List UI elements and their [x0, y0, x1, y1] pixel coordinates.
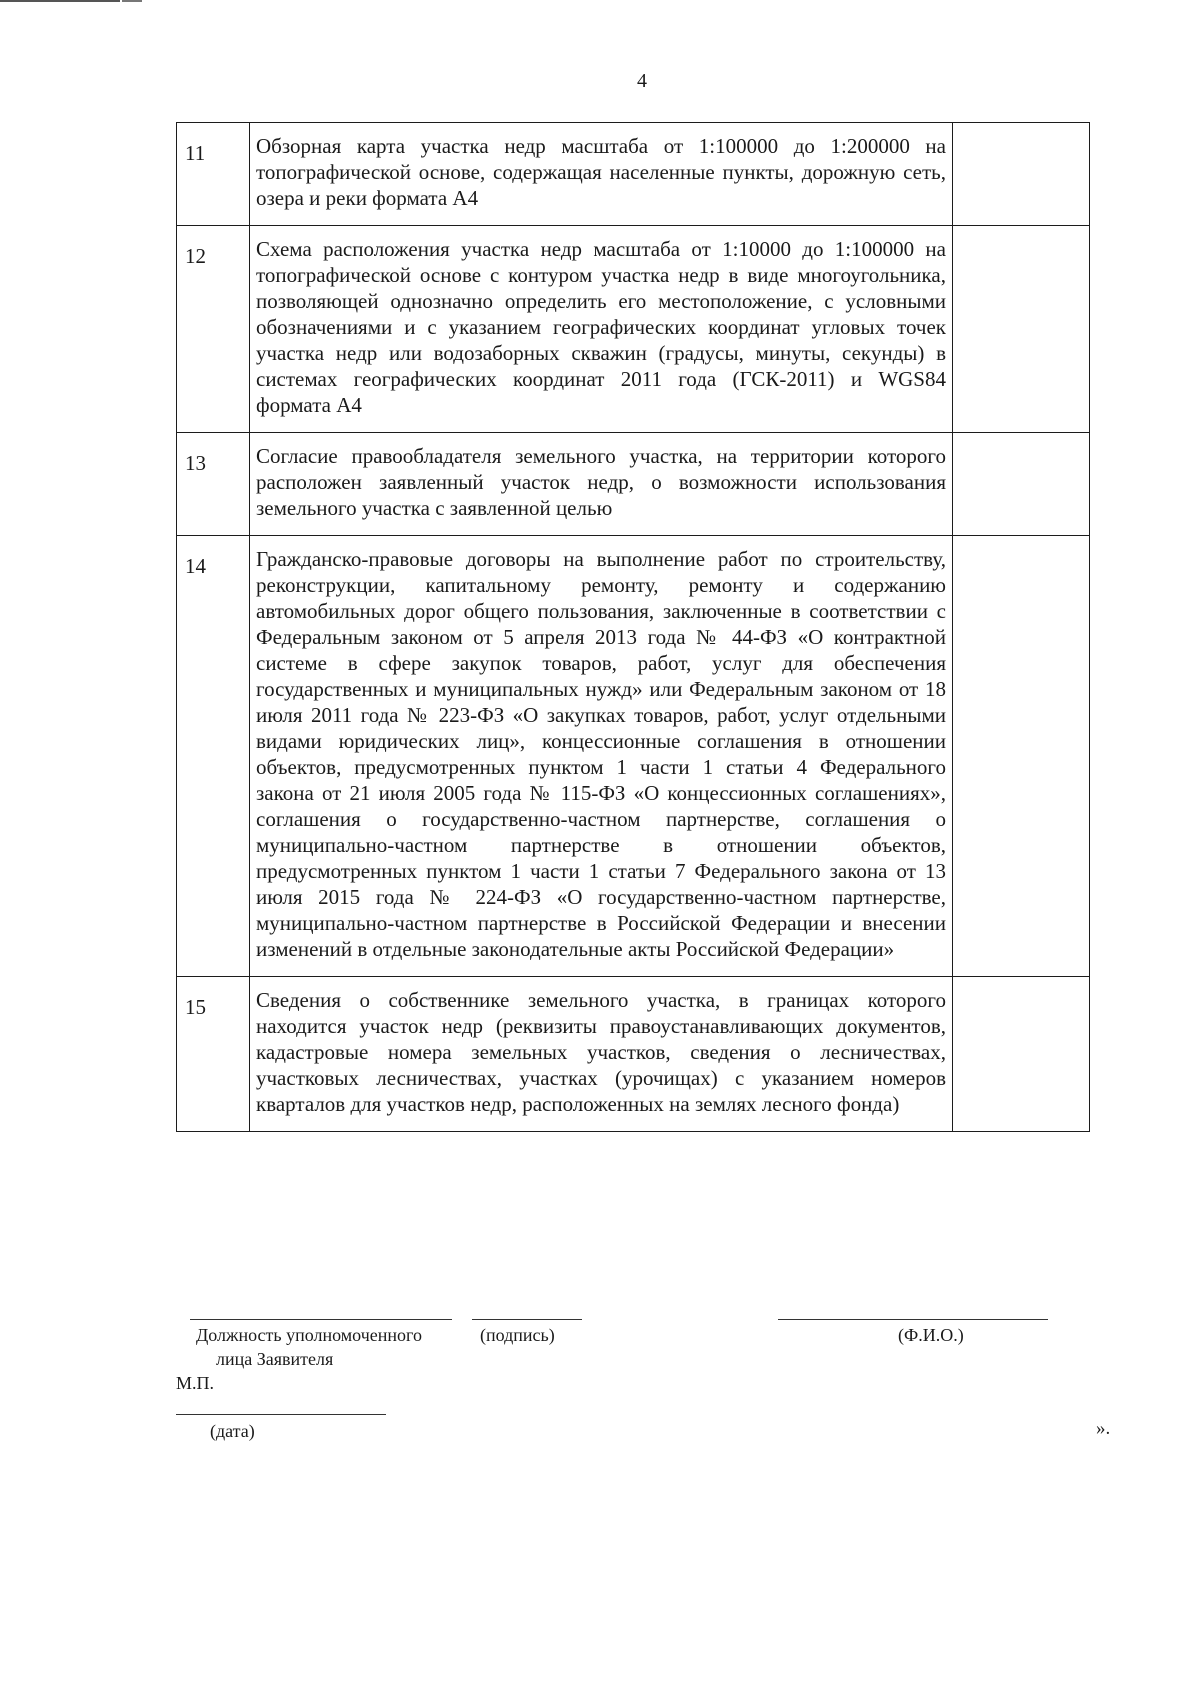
name-label: (Ф.И.О.) [898, 1325, 964, 1345]
date-label: (дата) [210, 1421, 255, 1441]
row-mark-cell [953, 536, 1090, 977]
position-label-continued: лица Заявителя [216, 1349, 334, 1369]
seal-label: М.П. [176, 1373, 215, 1393]
table-row [177, 977, 1090, 1132]
position-signature-line [190, 1319, 452, 1320]
position-label: Должность уполномоченного [196, 1325, 422, 1345]
table-row [177, 433, 1090, 536]
row-mark-cell [953, 226, 1090, 433]
closing-quote-mark: ». [1096, 1418, 1111, 1439]
page-number: 4 [637, 70, 647, 92]
row-mark-cell [953, 433, 1090, 536]
date-line [176, 1414, 386, 1415]
row-mark-cell [953, 123, 1090, 226]
signature-line [472, 1319, 582, 1320]
row-description: Сведения о собственнике земельного участка, в границах которого находится участок недр (реквизиты правоустанавливающих документов, кадастровые номера земельных участков, сведения о лесничествах, участковых лесничествах, участках (урочищах) с указанием номеров кварталов для участков недр, расположенных на землях лесного фонда) [250, 977, 953, 1132]
row-number: 12 [177, 226, 250, 433]
documents-table [176, 122, 1090, 1132]
row-number: 13 [177, 433, 250, 536]
row-description: Согласие правообладателя земельного участка, на территории которого расположен заявленный участок недр, о возможности использования земельного участка с заявленной целью [250, 433, 953, 536]
row-number: 11 [177, 123, 250, 226]
row-description: Гражданско-правовые договоры на выполнение работ по строительству, реконструкции, капитальному ремонту, ремонту и содержанию автомобильных дорог общего пользования, заключенные в соответствии с Федеральным законом от 5 апреля 2013 года № 44-ФЗ «О контрактной системе в сфере закупок товаров, работ, услуг для обеспечения государственных и муниципальных нужд» или Федеральным законом от 18 июля 2011 года № 223-ФЗ «О закупках товаров, работ, услуг отдельными видами юридических лиц», концессионные соглашения в отношении объектов, предусмотренных пунктом 1 части 1 статьи 4 Федерального закона от 21 июля 2005 года № 115-ФЗ «О концессионных соглашениях», соглашения о государственно-частном партнерстве, соглашения о муниципально-частном партнерстве в отношении объектов, предусмотренных пунктом 1 части 1 статьи 7 Федерального закона от 13 июля 2015 года № 224-ФЗ «О государственно-частном партнерстве, муниципально-частном партнерстве в Российской Федерации и внесении изменений в отдельные законодательные акты Российской Федерации» [250, 536, 953, 977]
table-row [177, 536, 1090, 977]
row-description: Схема расположения участка недр масштаба от 1:10000 до 1:100000 на топографической основе с контуром участка недр в виде многоугольника, позволяющей однозначно определить его местоположение, с условными обозначениями и с указанием географических координат угловых точек участка недр или водозаборных скважин (градусы, минуты, секунды) в системах географических координат 2011 года (ГСК-2011) и WGS84 формата А4 [250, 226, 953, 433]
scan-edge-mark [122, 0, 142, 2]
row-number: 15 [177, 977, 250, 1132]
scan-edge-mark [0, 0, 120, 2]
signature-label: (подпись) [480, 1325, 555, 1345]
name-signature-line [778, 1319, 1048, 1320]
table-row [177, 123, 1090, 226]
row-description: Обзорная карта участка недр масштаба от 1:100000 до 1:200000 на топографической основе, содержащая населенные пункты, дорожную сеть, озера и реки формата А4 [250, 123, 953, 226]
table-row [177, 226, 1090, 433]
row-number: 14 [177, 536, 250, 977]
row-mark-cell [953, 977, 1090, 1132]
